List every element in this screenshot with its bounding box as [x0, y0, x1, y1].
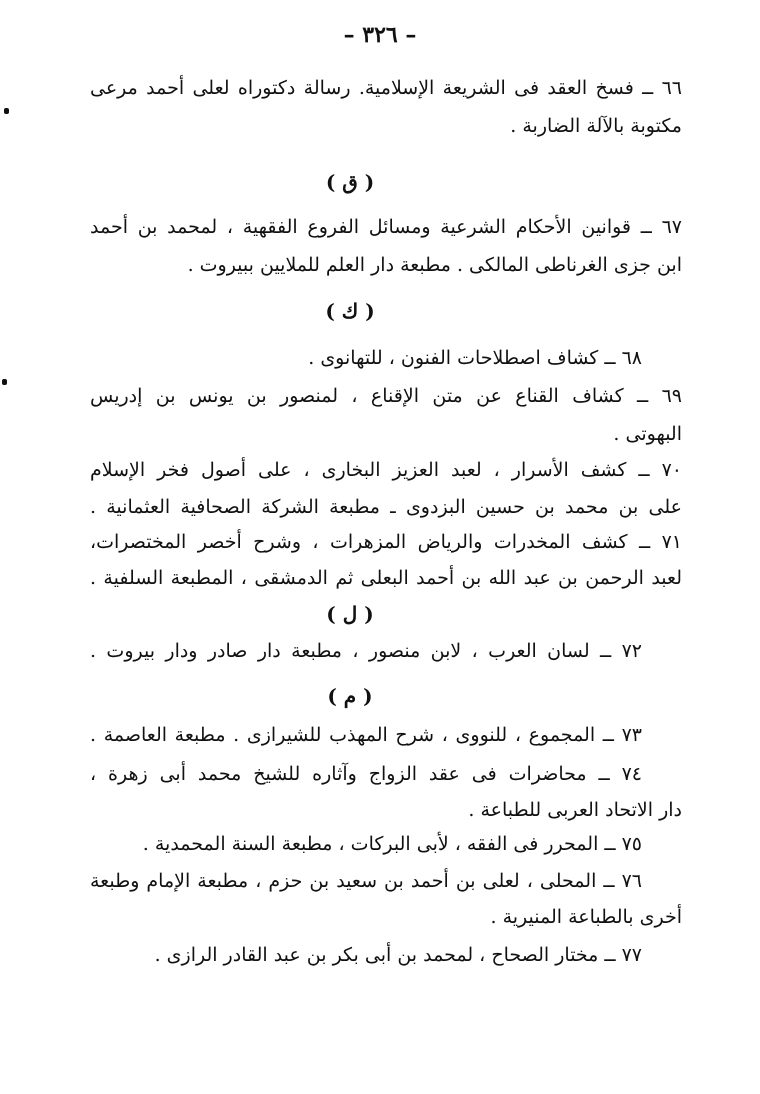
section-heading-lam: ( ل )	[326, 602, 374, 626]
entry-71-line-1: ٧١ ــ كشف المخدرات والرياض المزهرات ، وشرح أخصر المختصرات،	[90, 531, 682, 553]
entry-74-line-1: ٧٤ ــ محاضرات فى عقد الزواج وآثاره للشيخ محمد أبى زهرة ،	[90, 763, 642, 785]
entry-76-line-1: ٧٦ ــ المحلى ، لعلى بن أحمد بن سعيد بن حزم ، مطبعة الإمام وطبعة	[90, 870, 642, 892]
entry-67-line-1: ٦٧ ــ قوانين الأحكام الشرعية ومسائل الفروع الفقهية ، لمحمد بن أحمد	[90, 216, 682, 238]
section-heading-mim: ( م )	[327, 684, 373, 708]
entry-76-line-2: أخرى بالطباعة المنيرية .	[490, 906, 682, 928]
entry-69-line-2: البهوتى .	[613, 423, 682, 445]
entry-72-line-1: ٧٢ ــ لسان العرب ، لابن منصور ، مطبعة دار صادر ودار بيروت .	[90, 640, 642, 662]
page-number: – ٣٢٦ –	[343, 22, 417, 48]
entry-71-line-2: لعبد الرحمن بن عبد الله بن أحمد البعلى ثم الدمشقى ، المطبعة السلفية .	[90, 567, 682, 589]
entry-68-line-1: ٦٨ ــ كشاف اصطلاحات الفنون ، للتهانوى .	[308, 347, 642, 369]
entry-70-line-2: على بن محمد بن حسين البزدوى ـ مطبعة الشركة الصحافية العثمانية .	[90, 496, 682, 518]
scan-speck	[2, 379, 7, 385]
entry-73-line-1: ٧٣ ــ المجموع ، للنووى ، شرح المهذب للشيرازى . مطبعة العاصمة .	[90, 724, 642, 746]
entry-77-line-1: ٧٧ ــ مختار الصحاح ، لمحمد بن أبى بكر بن عبد القادر الرازى .	[154, 944, 642, 966]
entry-75-line-1: ٧٥ ــ المحرر فى الفقه ، لأبى البركات ، مطبعة السنة المحمدية .	[142, 833, 642, 855]
entry-70-line-1: ٧٠ ــ كشف الأسرار ، لعبد العزيز البخارى ، على أصول فخر الإسلام	[90, 459, 682, 481]
entry-66-line-1: ٦٦ ــ فسخ العقد فى الشريعة الإسلامية. رسالة دكتوراه لعلى أحمد مرعى	[90, 77, 682, 99]
entry-74-line-2: دار الاتحاد العربى للطباعة .	[468, 799, 682, 821]
scan-speck	[4, 108, 9, 114]
entry-66-line-2: مكتوبة بالآلة الضاربة .	[510, 115, 682, 137]
entry-67-line-2: ابن جزى الغرناطى المالكى . مطبعة دار العلم للملايين ببيروت .	[187, 254, 682, 276]
section-heading-kaf: ( ك )	[325, 299, 375, 323]
entry-69-line-1: ٦٩ ــ كشاف القناع عن متن الإقناع ، لمنصور بن يونس بن إدريس	[90, 385, 682, 407]
section-heading-qaf: ( ق )	[325, 170, 375, 194]
